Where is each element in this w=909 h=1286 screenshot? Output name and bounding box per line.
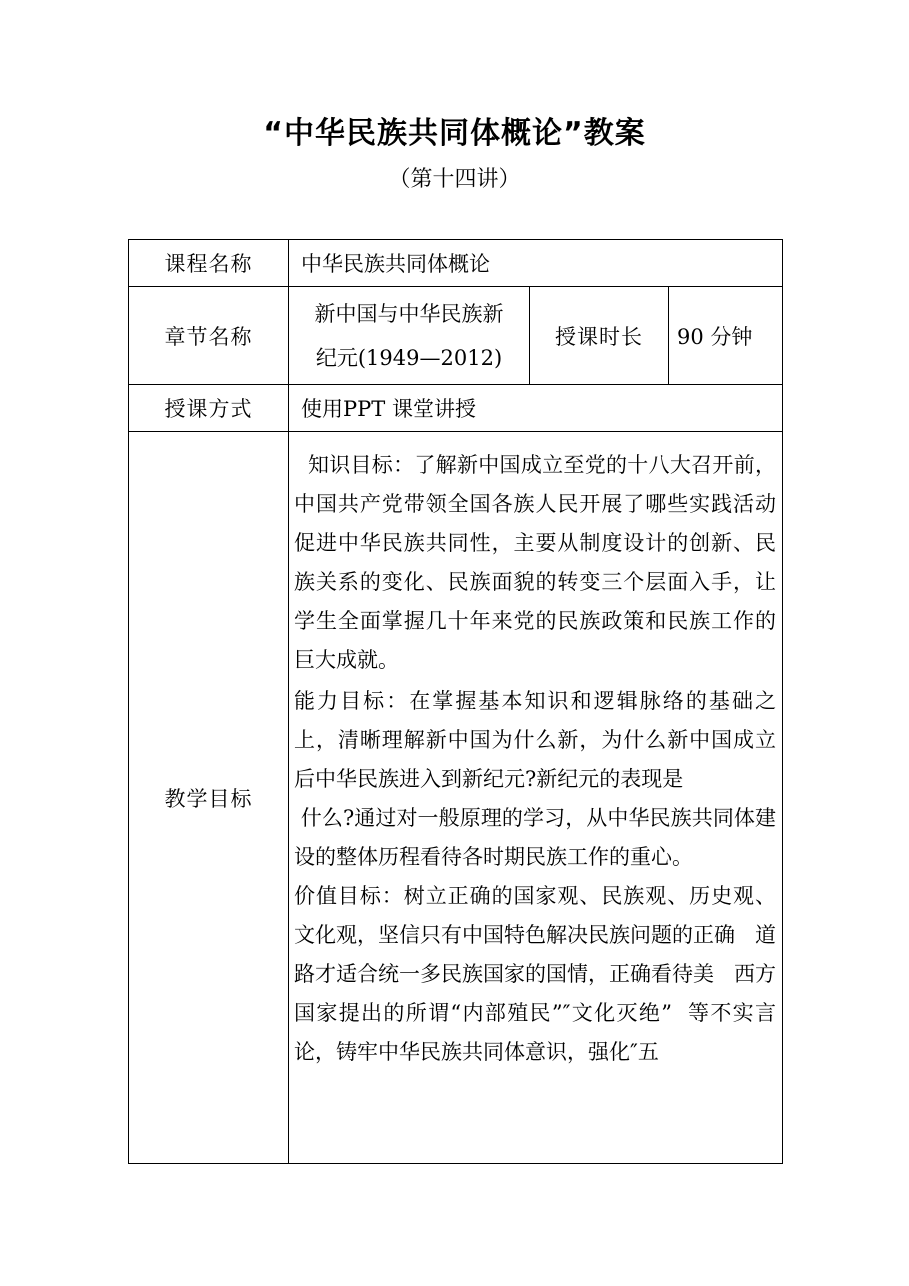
lecture-number: （第十四讲）: [388, 167, 521, 192]
chapter-value-line-2: 纪元(1949—2012): [315, 345, 503, 370]
chapter-value-line-1: 新中国与中华民族新: [314, 301, 504, 326]
method-value: 使用PPT 课堂讲授: [289, 385, 783, 432]
goals-label: 教学目标: [129, 432, 289, 1164]
knowledge-goal: 知识目标：了解新中国成立至党的十八大召开前，中国共产党带领全国各族人民开展了哪些实践活动促进中华民族共同性，主要从制度设计的创新、民族关系的变化、民族面貌的转变三个层面入手，让学生全面掌握几十年来党的民族政策和民族工作的巨大成就。: [294, 453, 777, 672]
duration-label: 授课时长: [530, 287, 669, 385]
method-label: 授课方式: [129, 385, 289, 432]
ability-goal-part-2: 什么?通过对一般原理的学习，从中华民族共同体建设的整体历程看待各时期民族工作的重心。: [294, 806, 776, 869]
ability-goal-part-1: 能力目标：在掌握基本知识和逻辑脉络的基础之上，清晰理解新中国为什么新，为什么新中国成立后中华民族进入到新纪元?新纪元的表现是: [294, 689, 777, 791]
chapter-value: [289, 287, 530, 385]
lesson-plan-table: [128, 239, 790, 1164]
course-name-row: [129, 240, 783, 287]
goals-content: [289, 432, 790, 1164]
course-name-value: 中华民族共同体概论: [289, 240, 783, 287]
value-goal: 价值目标：树立正确的国家观、民族观、历史观、 文化观，坚信只有中国特色解决民族问题的正确 道路才适合统一多民族国家的国情，正确看待美 西方国家提出的所谓“内部殖民”″文化灭绝” 等不实言论，铸牢中华民族共同体意识，强化″五: [294, 884, 790, 1064]
method-row: [129, 385, 783, 432]
chapter-row: [129, 287, 783, 385]
document-title: “中华民族共同体概论”教案: [263, 116, 646, 151]
duration-value: 90 分钟: [669, 287, 783, 385]
course-name-label: 课程名称: [129, 240, 289, 287]
chapter-label: 章节名称: [129, 287, 289, 385]
goals-row: [129, 432, 783, 1164]
